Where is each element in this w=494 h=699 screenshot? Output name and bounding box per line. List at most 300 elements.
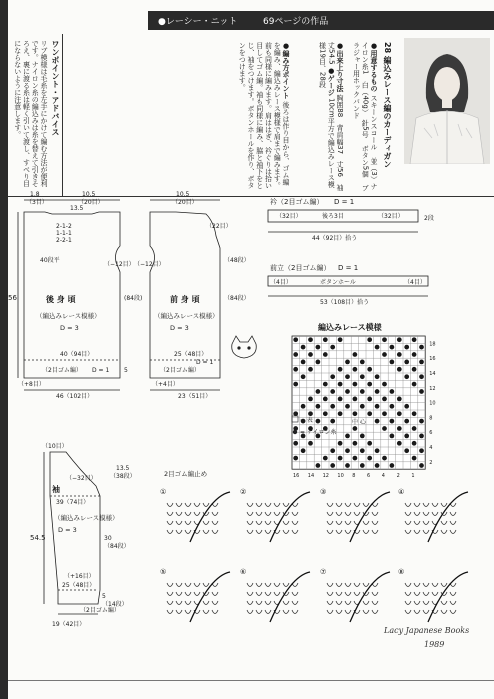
- chart-col-label: 4: [381, 473, 385, 480]
- front-plus: （+4目）: [152, 381, 179, 388]
- nylon-stitch-dot: [397, 337, 402, 342]
- nylon-stitch-dot: [293, 456, 298, 461]
- knit-stitch: [176, 512, 182, 516]
- back-height: 56: [8, 294, 17, 302]
- sleeve-cap-h: 13.5: [116, 465, 130, 472]
- nylon-stitch-dot: [323, 411, 328, 416]
- knit-stitch: [336, 592, 342, 596]
- knit-stitch: [256, 530, 262, 534]
- knit-stitch: [327, 512, 333, 516]
- knit-stitch: [363, 583, 369, 587]
- front-top: 10.5: [176, 191, 190, 198]
- knit-stitch: [414, 601, 420, 605]
- chart-row-label: 18: [429, 341, 436, 348]
- chart-col-label: 12: [322, 473, 329, 480]
- nylon-stitch-dot: [323, 382, 328, 387]
- sleeve-pattern: （編込みレース模様）: [54, 514, 119, 522]
- nylon-stitch-dot: [397, 426, 402, 431]
- back-rib-d: D = 1: [92, 367, 110, 374]
- sleeve-rib-h-b: （14段）: [102, 601, 128, 608]
- nylon-stitch-dot: [338, 337, 343, 342]
- steps-title: 2目ゴム編止め: [164, 470, 208, 478]
- nylon-stitch-dot: [360, 404, 365, 409]
- back-armhole-dec3: 2-2-1: [56, 237, 72, 244]
- yarn-needle: [428, 492, 468, 542]
- nylon-stitch-dot: [412, 352, 417, 357]
- nylon-stitch-dot: [316, 345, 321, 350]
- nylon-stitch-dot: [360, 448, 365, 453]
- back-rib-height: 5: [124, 367, 128, 374]
- step-number: ④: [398, 488, 405, 496]
- sleeve-cap-h-b: （38段）: [110, 473, 136, 480]
- nylon-stitch-dot: [323, 337, 328, 342]
- nylon-stitch-dot: [293, 411, 298, 416]
- knit-stitch: [274, 592, 280, 596]
- knit-stitch: [414, 530, 420, 534]
- step-number: ①: [160, 488, 167, 496]
- nylon-stitch-dot: [330, 374, 335, 379]
- nylon-stitch-dot: [404, 345, 409, 350]
- nylon-stitch-dot: [338, 382, 343, 387]
- knit-stitch: [256, 521, 262, 525]
- nylon-stitch-dot: [367, 337, 372, 342]
- materials-heading: ●用意するもの: [370, 42, 378, 92]
- knit-stitch: [354, 512, 360, 516]
- yarn-needle: [190, 572, 230, 622]
- back-neck-width: 10.5: [82, 191, 96, 198]
- nylon-stitch-dot: [390, 389, 395, 394]
- knit-stitch: [423, 503, 429, 507]
- back-pattern: （編込みレース模様）: [36, 312, 101, 320]
- nylon-stitch-dot: [345, 389, 350, 394]
- nylon-stitch-dot: [316, 463, 321, 468]
- nylon-stitch-dot: [412, 456, 417, 461]
- nylon-stitch-dot: [375, 345, 380, 350]
- knit-stitch: [265, 583, 271, 587]
- knit-stitch: [176, 610, 182, 614]
- knit-stitch: [450, 530, 456, 534]
- bind-off-step: [160, 488, 230, 542]
- nylon-stitch-dot: [382, 456, 387, 461]
- bind-off-steps: [160, 488, 468, 622]
- knit-stitch: [405, 530, 411, 534]
- knit-stitch: [327, 610, 333, 614]
- nylon-stitch-dot: [382, 426, 387, 431]
- knit-stitch: [176, 521, 182, 525]
- knit-stitch: [405, 512, 411, 516]
- knit-stitch: [423, 583, 429, 587]
- nylon-stitch-dot: [375, 404, 380, 409]
- back-rib: （2目ゴム編）: [42, 367, 82, 374]
- knit-stitch: [283, 601, 289, 605]
- nylon-stitch-dot: [412, 441, 417, 446]
- knit-stitch: [432, 583, 438, 587]
- knit-stitch: [327, 583, 333, 587]
- nylon-stitch-dot: [301, 374, 306, 379]
- nylon-stitch-dot: [301, 345, 306, 350]
- nylon-stitch-dot: [323, 456, 328, 461]
- knit-stitch: [247, 521, 253, 525]
- knit-stitch: [185, 583, 191, 587]
- gauge-text: 10cm平方で編込みレース模様19目、28段: [318, 42, 336, 188]
- bind-off-step: [398, 488, 468, 542]
- nylon-stitch-dot: [360, 389, 365, 394]
- chart-col-label: 6: [367, 473, 371, 480]
- nylon-stitch-dot: [345, 448, 350, 453]
- knit-stitch: [203, 503, 209, 507]
- chart-row-label: 4: [429, 445, 433, 451]
- knit-stitch: [450, 601, 456, 605]
- nylon-stitch-dot: [412, 367, 417, 372]
- bind-off-step: [240, 488, 310, 542]
- knit-stitch: [194, 592, 200, 596]
- nylon-stitch-dot: [345, 434, 350, 439]
- knit-stitch: [185, 610, 191, 614]
- yarn-needle: [270, 572, 310, 622]
- knit-stitch: [441, 583, 447, 587]
- nylon-stitch-dot: [301, 360, 306, 365]
- nylon-stitch-dot: [397, 352, 402, 357]
- knit-stitch: [256, 601, 262, 605]
- knit-stitch: [405, 592, 411, 596]
- article-title: 編込みレース編のカーディガン: [383, 55, 392, 168]
- knit-stitch: [441, 503, 447, 507]
- nylon-stitch-dot: [404, 419, 409, 424]
- knit-stitch: [363, 521, 369, 525]
- nylon-stitch-dot: [316, 389, 321, 394]
- knit-stitch: [414, 583, 420, 587]
- knit-stitch: [212, 530, 218, 534]
- nylon-stitch-dot: [293, 352, 298, 357]
- back-shoulder-top: 1.8: [30, 191, 40, 198]
- knit-stitch: [345, 521, 351, 525]
- nylon-stitch-dot: [345, 463, 350, 468]
- chart-col-label: 14: [307, 473, 315, 480]
- knit-stitch: [265, 503, 271, 507]
- knit-stitch: [363, 530, 369, 534]
- knit-stitch: [212, 610, 218, 614]
- knit-stitch: [176, 503, 182, 507]
- knit-stitch: [247, 583, 253, 587]
- knit-stitch: [256, 503, 262, 507]
- nylon-stitch-dot: [330, 404, 335, 409]
- knit-stitch: [345, 601, 351, 605]
- nylon-stitch-dot: [301, 448, 306, 453]
- knit-stitch: [176, 530, 182, 534]
- nylon-stitch-dot: [353, 456, 358, 461]
- nylon-stitch-dot: [404, 374, 409, 379]
- knit-stitch: [292, 530, 298, 534]
- knit-stitch: [212, 512, 218, 516]
- knit-stitch: [336, 530, 342, 534]
- nylon-stitch-dot: [412, 382, 417, 387]
- knit-stitch: [203, 521, 209, 525]
- nylon-stitch-dot: [367, 367, 372, 372]
- finish-text: 胸囲88 背肩幅37 丈56 袖丈54.5: [327, 42, 344, 191]
- knit-stitch: [405, 521, 411, 525]
- knit-stitch: [283, 503, 289, 507]
- knit-stitch: [247, 503, 253, 507]
- front-neck: （22目）: [206, 223, 232, 230]
- back-dec-side: （−12目）: [104, 261, 135, 268]
- sleeve-title: 袖: [52, 485, 60, 494]
- nylon-stitch-dot: [419, 463, 424, 468]
- sleeve-d: D = 3: [58, 526, 77, 534]
- knit-stitch: [185, 592, 191, 596]
- nylon-stitch-dot: [382, 411, 387, 416]
- knit-stitch: [441, 610, 447, 614]
- header-page-ref: 69ページの作品: [263, 17, 329, 27]
- collar-h: 2段: [424, 215, 434, 222]
- nylon-stitch-dot: [330, 345, 335, 350]
- knit-stitch: [345, 503, 351, 507]
- footer-credit: Lacy Japanese Books: [384, 626, 470, 635]
- knit-stitch: [265, 601, 271, 605]
- nylon-stitch-dot: [375, 448, 380, 453]
- bind-off-step: [160, 568, 230, 622]
- knit-stitch: [405, 503, 411, 507]
- sleeve-rib: （2目ゴム編）: [80, 607, 120, 614]
- legend-nylon: = ナイロン糸: [300, 429, 337, 436]
- front-rib: （2目ゴム編）: [160, 367, 200, 374]
- knit-stitch: [292, 610, 298, 614]
- nylon-stitch-dot: [353, 367, 358, 372]
- nylon-stitch-dot: [397, 397, 402, 402]
- nylon-stitch-dot: [330, 419, 335, 424]
- knit-stitch: [283, 583, 289, 587]
- article-number: 28: [383, 42, 392, 54]
- back-body-rows: (84段): [124, 295, 143, 302]
- back-armhole-dec: 2-1-2: [56, 223, 72, 230]
- knit-stitch: [450, 610, 456, 614]
- knit-stitch: [414, 610, 420, 614]
- knit-stitch: [194, 503, 200, 507]
- nylon-stitch-dot: [353, 441, 358, 446]
- nylon-stitch-dot: [353, 352, 358, 357]
- back-neck-width-b: （20目）: [78, 199, 104, 206]
- knit-stitch: [345, 530, 351, 534]
- knit-stitch: [292, 592, 298, 596]
- nylon-stitch-dot: [404, 434, 409, 439]
- knit-stitch: [372, 521, 378, 525]
- knit-stitch: [292, 601, 298, 605]
- step-number: ⑧: [398, 568, 405, 576]
- front-bottom-width: 23（51目）: [178, 393, 212, 400]
- knit-stitch: [372, 610, 378, 614]
- knit-stitch: [203, 610, 209, 614]
- knit-stitch: [450, 512, 456, 516]
- knit-stitch: [414, 521, 420, 525]
- advice-title: ワンポイント・アドバイス: [51, 40, 60, 136]
- nylon-stitch-dot: [308, 352, 313, 357]
- knit-stitch: [405, 583, 411, 587]
- nylon-stitch-dot: [330, 389, 335, 394]
- nylon-stitch-dot: [308, 441, 313, 446]
- nylon-stitch-dot: [367, 411, 372, 416]
- knit-stitch: [265, 592, 271, 596]
- knit-stitch: [185, 521, 191, 525]
- knit-stitch: [327, 530, 333, 534]
- front-top-b: （20目）: [172, 199, 198, 206]
- knit-stitch: [247, 610, 253, 614]
- nylon-stitch-dot: [338, 411, 343, 416]
- knit-stitch: [292, 512, 298, 516]
- front-dec-side: （−12目）: [134, 261, 165, 268]
- yarn-needle: [270, 492, 310, 542]
- yarn-needle: [350, 492, 390, 542]
- chart-row-label: 6: [429, 430, 433, 437]
- back-armhole-dec2: 1-1-1: [56, 230, 72, 237]
- chart-col-label: 8: [352, 473, 356, 480]
- nylon-stitch-dot: [308, 397, 313, 402]
- bind-off-step: [320, 488, 390, 542]
- nylon-stitch-dot: [397, 411, 402, 416]
- knit-stitch: [274, 512, 280, 516]
- nylon-stitch-dot: [382, 352, 387, 357]
- chart-row-label: 8: [429, 415, 433, 422]
- knit-stitch: [441, 530, 447, 534]
- nylon-stitch-dot: [375, 389, 380, 394]
- knit-stitch: [176, 583, 182, 587]
- nylon-stitch-dot: [308, 411, 313, 416]
- nylon-stitch-dot: [367, 382, 372, 387]
- knit-stitch: [185, 512, 191, 516]
- knit-stitch: [283, 521, 289, 525]
- knit-stitch: [283, 610, 289, 614]
- back-bottom-width: 46（102目）: [56, 393, 94, 400]
- front-rows2: （84段）: [224, 295, 250, 302]
- nylon-stitch-dot: [404, 448, 409, 453]
- knit-stitch: [167, 512, 173, 516]
- chart-col-label: 16: [293, 473, 300, 480]
- knit-stitch: [432, 512, 438, 516]
- sleeve-bottom: 19（42目）: [52, 621, 86, 628]
- finish-heading: ●出来上り寸法: [336, 42, 344, 92]
- nylon-stitch-dot: [412, 411, 417, 416]
- chart-row-label: 14: [429, 371, 436, 377]
- knit-stitch: [414, 512, 420, 516]
- knit-stitch: [176, 601, 182, 605]
- nylon-stitch-dot: [330, 463, 335, 468]
- collar-width: 44（92目）拾う: [312, 235, 358, 242]
- nylon-stitch-dot: [412, 337, 417, 342]
- sleeve-cuff: 25（48目）: [62, 582, 96, 589]
- nylon-stitch-dot: [345, 404, 350, 409]
- cat-icon: [232, 336, 257, 358]
- back-rows-label: 40段平: [40, 257, 60, 264]
- knit-stitch: [167, 583, 173, 587]
- chart-row-label: 10: [429, 400, 436, 407]
- knit-stitch: [185, 601, 191, 605]
- nylon-stitch-dot: [338, 397, 343, 402]
- front-width-cast: 25（48目）: [174, 351, 208, 358]
- bind-off-step: [240, 568, 310, 622]
- knit-stitch: [441, 521, 447, 525]
- knit-stitch: [212, 521, 218, 525]
- nylon-stitch-dot: [323, 352, 328, 357]
- knit-stitch: [194, 512, 200, 516]
- knit-stitch: [167, 503, 173, 507]
- step-number: ⑤: [160, 568, 167, 576]
- nylon-stitch-dot: [382, 382, 387, 387]
- knit-stitch: [423, 512, 429, 516]
- nylon-stitch-dot: [293, 441, 298, 446]
- chart-row-label: 2: [429, 459, 433, 466]
- method-heading: ●編み方ポイント: [282, 42, 290, 99]
- sleeve-top-dec: （−32目）: [66, 475, 97, 482]
- nylon-stitch-dot: [293, 337, 298, 342]
- step-number: ②: [240, 488, 247, 496]
- back-shoulder-top-b: （3目）: [26, 199, 48, 206]
- nylon-stitch-dot: [390, 404, 395, 409]
- knit-stitch: [414, 503, 420, 507]
- nylon-stitch-dot: [367, 397, 372, 402]
- nylon-stitch-dot: [360, 360, 365, 365]
- knit-stitch: [274, 583, 280, 587]
- knit-stitch: [441, 601, 447, 605]
- band-left: （4目）: [270, 279, 292, 286]
- nylon-stitch-dot: [338, 367, 343, 372]
- nylon-stitch-dot: [419, 360, 424, 365]
- back-shoulder-width: 13.5: [70, 205, 84, 212]
- knit-stitch: [167, 610, 173, 614]
- knit-stitch: [423, 521, 429, 525]
- knit-stitch: [256, 592, 262, 596]
- nylon-stitch-dot: [345, 374, 350, 379]
- knit-stitch: [432, 592, 438, 596]
- nylon-stitch-dot: [375, 419, 380, 424]
- nylon-stitch-dot: [390, 345, 395, 350]
- knit-stitch: [167, 601, 173, 605]
- nylon-stitch-dot: [419, 448, 424, 453]
- knit-stitch: [203, 583, 209, 587]
- knit-stitch: [256, 583, 262, 587]
- nylon-stitch-dot: [330, 448, 335, 453]
- knit-stitch: [405, 601, 411, 605]
- knit-stitch: [354, 503, 360, 507]
- knit-stitch: [247, 592, 253, 596]
- nylon-stitch-dot: [323, 397, 328, 402]
- nylon-stitch-dot: [360, 463, 365, 468]
- knit-stitch: [212, 592, 218, 596]
- bind-off-step: [320, 568, 390, 622]
- knit-stitch: [265, 530, 271, 534]
- back-d: D = 3: [60, 324, 79, 332]
- nylon-stitch-dot: [382, 397, 387, 402]
- knit-stitch: [363, 503, 369, 507]
- knit-stitch: [336, 610, 342, 614]
- nylon-stitch-dot: [316, 404, 321, 409]
- knit-stitch: [327, 592, 333, 596]
- nylon-stitch-dot: [390, 419, 395, 424]
- front-title: 前 身 頃: [170, 295, 200, 304]
- sleeve-height: 54.5: [30, 534, 46, 542]
- band-hole: ボタンホール: [320, 279, 356, 286]
- chart-center: 中 心: [352, 419, 366, 426]
- knit-stitch: [327, 503, 333, 507]
- nylon-stitch-dot: [404, 360, 409, 365]
- front-rows: （48段）: [224, 257, 250, 264]
- knit-stitch: [363, 610, 369, 614]
- band-right: （4目）: [404, 279, 426, 286]
- knit-stitch: [345, 512, 351, 516]
- band-width: 53（108目）拾う: [320, 299, 370, 306]
- knit-stitch: [336, 583, 342, 587]
- knit-stitch: [194, 583, 200, 587]
- nylon-stitch-dot: [308, 337, 313, 342]
- nylon-stitch-dot: [316, 419, 321, 424]
- step-number: ⑦: [320, 568, 327, 576]
